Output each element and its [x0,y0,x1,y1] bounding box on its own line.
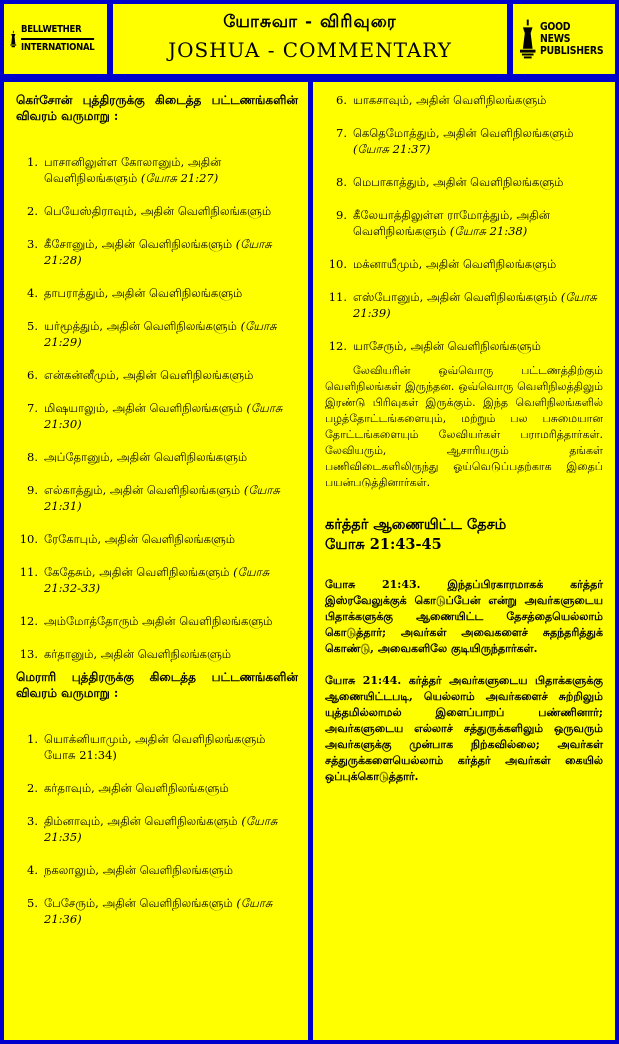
list-item [325,289,603,321]
city-text: பெயேஸ்திராவும், அதின் வெளிநிலங்களும் [44,204,272,218]
city-text: பேசேரும், அதின் வெளிநிலங்களும் [44,896,233,910]
city-text: மக்னாயீமும், அதின் வெளிநிலங்களும் [353,257,557,271]
list-item-text [44,862,298,878]
city-text: என்கன்னீமும், அதின் வெளிநிலங்களும் [44,368,254,382]
city-text: கர்தானும், அதின் வெளிநிலங்களும் [44,647,232,661]
list-item [16,895,298,927]
list-item-text [44,154,298,186]
bell-logo-icon [10,19,17,59]
page-title-tamil: யோசுவா - விரிவுரை [223,12,397,32]
gershon-heading: கெர்சோன் புத்திரருக்கு கிடைத்த பட்டணங்களின் விவரம் வருமாறு : [16,93,298,123]
list-item-number: 10. [19,532,38,546]
list-item-number: 5. [27,896,38,910]
list-item-text [44,367,298,383]
list-item-number: 1. [27,155,38,169]
list-item-text [44,482,298,514]
list-item [16,203,298,219]
gershon-city-list [16,154,298,662]
title-panel [113,4,507,74]
city-text: எல்காத்தும், அதின் வெளிநிலங்களும் [44,483,241,497]
list-item-number: 9. [27,483,38,497]
list-item-text [44,318,298,350]
verse-ref: (யோசு 21:38) [449,224,528,238]
list-item [16,813,298,845]
city-text: நகலாலும், அதின் வெளிநிலங்களும் [44,863,233,877]
list-item [16,613,298,629]
list-item-text [44,780,298,796]
bell-logo-icon [519,19,536,59]
city-text: யாசேரும், அதின் வெளிநிலங்களும் [353,339,541,353]
verse-21-44: யோசு 21:44. கர்த்தர் அவர்களுடைய பிதாக்களுக்கு ஆணையிட்டபடி, யெல்லாம் அவர்களைச் சுற்றிலும் யுத்தமில்லாமல் இளைப்பாறப் பண்ணினார்; அவர்களுடைய எல்லாச் சத்துருக்களிலும் ஒருவரும் அவர்களுக்கு முன்பாக நிற்கவில்லை; அவர்கள் சத்துருக்களையெல்லாம் கர்த்தர் அவர்கள் கையில் ஒப்புக்கொடுத்தார். [325,674,603,783]
merari-city-list [16,731,298,927]
list-item-text [44,613,298,629]
list-item-text [44,400,298,432]
city-text: மெபாகாத்தும், அதின் வெளிநிலங்களும் [353,175,564,189]
list-item [16,400,298,432]
list-item [325,207,603,239]
verse-21-43: யோசு 21:43. இந்தப்பிரகாரமாகக் கர்த்தர் இஸ்ரவேலுக்குக் கொடுப்பேன் என்று அவர்களுடைய பிதாக்களுக்கு ஆணையிட்ட தேசத்தையெல்லாம் கொடுத்தார்; அவர்கள் அவைகளைச் சுதந்தரித்துக் கொண்டு, அவைகளிலே குடியிருந்தார்கள். [325,578,603,655]
list-item-text [353,125,603,157]
verse-ref: (யோசு 21:32-33) [44,565,270,595]
list-item-number: 2. [27,781,38,795]
merari-city-list-continued [325,92,603,354]
list-item-number: 3. [27,237,38,251]
verse-ref: (யோசு 21:31) [44,483,280,513]
list-item-text [44,449,298,465]
city-text: கீசோனும், அதின் வெளிநிலங்களும் [44,237,233,251]
list-item-number: 8. [336,175,347,189]
city-text: யர்மூத்தும், அதின் வெளிநிலங்களும் [44,319,237,333]
list-item-text [353,256,603,272]
list-item [16,482,298,514]
goodnews-logo-panel [513,4,615,74]
list-item [16,236,298,268]
list-item-number: 12. [328,339,347,353]
section-title-ref: யோசு 21:43-45 [325,536,442,553]
page-title-english: JOSHUA - COMMENTARY [168,38,452,62]
list-item-text [44,531,298,547]
list-item-text [353,174,603,190]
list-item [16,154,298,186]
list-item [16,285,298,301]
city-text: எஸ்போனும், அதின் வெளிநிலங்களும் [353,290,558,304]
list-item-text [44,236,298,268]
list-item-number: 1. [27,732,38,746]
section-title [325,515,603,555]
list-item-text [44,646,298,662]
list-item-number: 5. [27,319,38,333]
list-item [16,531,298,547]
city-text: ரேகோபும், அதின் வெளிநிலங்களும் [44,532,236,546]
city-text: அம்மோத்தோரும் அதின் வெளிநிலங்களும் [44,614,273,628]
city-text: கீலேயாத்திலுள்ள ராமோத்தும், அதின் வெளிநிலங்களும் [353,208,550,238]
list-item-number: 12. [19,614,38,628]
list-item-number: 13. [19,647,38,661]
left-column [4,82,308,1040]
verse-ref: (யோசு 21:28) [44,237,272,267]
logo-line-1: BELLWETHER [20,24,81,35]
verse-ref: (யோசு 21:30) [44,401,283,431]
bellwether-logo-panel [4,4,107,74]
list-item [325,125,603,157]
list-item-number: 4. [27,863,38,877]
verse-ref: (யோசு 21:39) [353,290,597,320]
list-item-number: 6. [27,368,38,382]
list-item-text [44,813,298,845]
right-column [313,82,615,1040]
list-item-text [353,207,603,239]
list-item-text [44,203,298,219]
list-item-text [353,338,603,354]
city-text: அப்தோனும், அதின் வெளிநிலங்களும் [44,450,248,464]
city-text: தாபராத்தும், அதின் வெளிநிலங்களும் [44,286,243,300]
list-item-number: 7. [336,126,347,140]
city-text: மிஷயாலும், அதின் வெளிநிலங்களும் [44,401,243,415]
verse-ref: (யோசு 21:37) [353,142,431,156]
city-text: பாசானிலுள்ள கோலானும், அதின் வெளிநிலங்களும் [44,155,222,185]
levites-paragraph: லேவியரின் ஒவ்வொரு பட்டணத்திற்கும் வெளிநிலங்கள் இருந்தன. ஒவ்வொரு வெளிநிலத்திலும் இரண்டு பிரிவுகள் இருக்கும். இந்த வெளிநிலங்களில் பழத்தோட்டங்களையும், மற்றும் பல பசுமையான தோட்டங்களையும் லேவியர்கள் பராமரித்தார்கள். லேவியரும், ஆசாரியரும் தங்கள் பணிவிடைகளிலிருந்து ஓய்வெடுப்பதற்காக இதைப் பயன்படுத்தினார்கள். [325,364,603,489]
list-item [16,646,298,662]
verse-ref: (யோசு 21:36) [44,896,273,926]
list-item [16,780,298,796]
list-item-text [44,895,298,927]
list-item-text [44,285,298,301]
list-item-number: 2. [27,204,38,218]
city-text: கெதெமோத்தும், அதின் வெளிநிலங்களும் [353,126,574,140]
list-item [325,256,603,272]
list-item [16,731,298,763]
list-item-number: 11. [328,290,347,304]
city-text: கர்தாவும், அதின் வெளிநிலங்களும் [44,781,229,795]
list-item-text [44,564,298,596]
section-title-text: கர்த்தர் ஆணையிட்ட தேசம் [325,516,507,533]
list-item [16,449,298,465]
list-item-number: 4. [27,286,38,300]
list-item-number: 3. [27,814,38,828]
list-item-text [353,289,603,321]
city-text: கேதேசும், அதின் வெளிநிலங்களும் [44,565,230,579]
list-item-number: 6. [336,93,347,107]
logo-line-2: PUBLISHERS [540,44,604,57]
list-item-text [353,92,603,108]
list-item [325,174,603,190]
list-item-number: 11. [19,565,38,579]
list-item [16,564,298,596]
verse-ref: (யோசு 21:27) [140,171,219,185]
list-item-number: 8. [27,450,38,464]
list-item-text [44,731,298,763]
list-item [16,367,298,383]
logo-line-2: INTERNATIONAL [20,42,95,53]
verse-ref: (யோசு 21:29) [44,319,277,349]
city-text: யொக்னியாமும், அதின் வெளிநிலங்களும் யோசு 21:34) [44,732,266,762]
city-text: யாகசாவும், அதின் வெளிநிலங்களும் [353,93,547,107]
merari-heading: மெராரி புத்திரருக்கு கிடைத்த பட்டணங்களின் விவரம் வருமாறு : [16,670,298,700]
list-item-number: 7. [27,401,38,415]
list-item [16,318,298,350]
city-text: திம்னாவும், அதின் வெளிநிலங்களும் [44,814,238,828]
list-item [16,862,298,878]
list-item [325,338,603,354]
list-item-number: 10. [328,257,347,271]
logo-line-1: GOOD NEWS [540,20,571,45]
list-item [325,92,603,108]
list-item-number: 9. [336,208,347,222]
verse-ref: (யோசு 21:35) [44,814,278,844]
